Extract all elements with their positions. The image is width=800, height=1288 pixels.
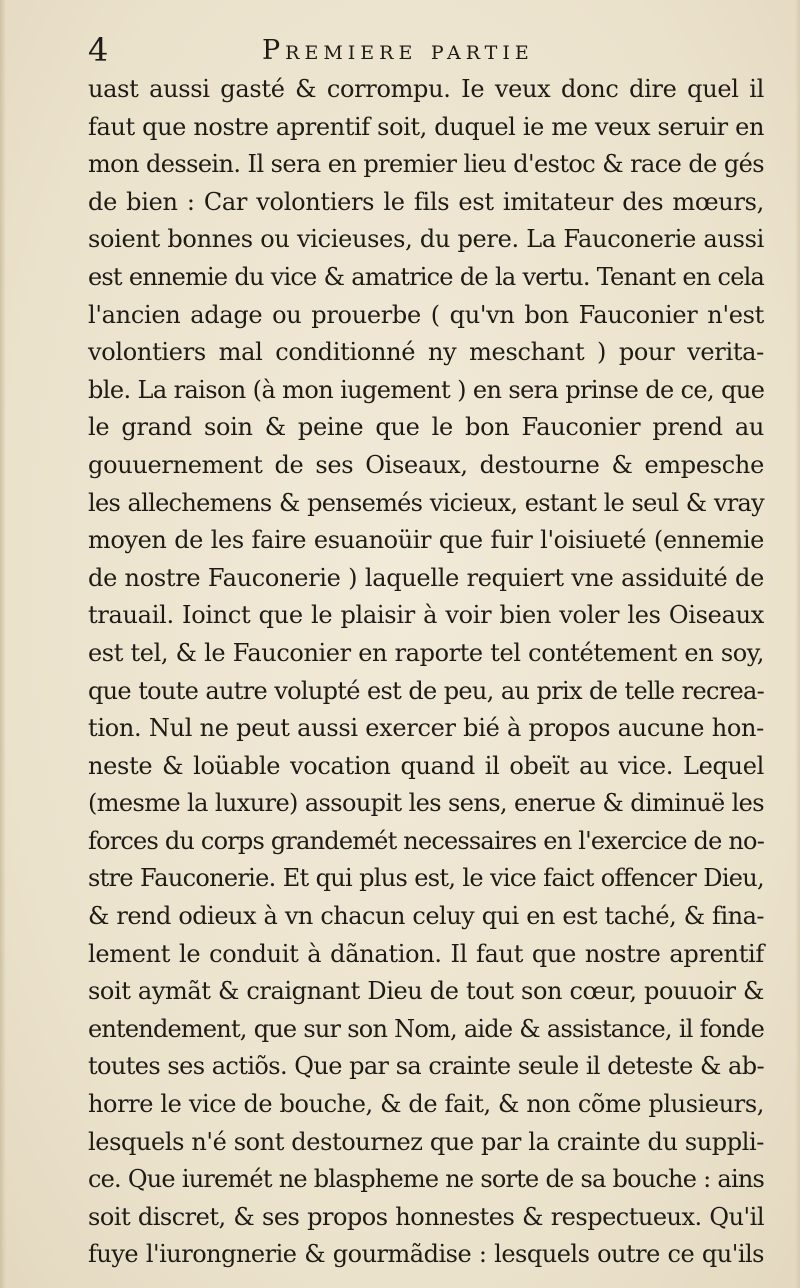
text-line: mon dessein. Il sera en premier lieu d'estoc & race de gés	[88, 150, 764, 179]
text-line: toutes ses actiõs. Que par sa crainte seule il deteste & ab-	[88, 1052, 764, 1081]
text-line: neste & loüable vocation quand il obeït au vice. Lequel	[88, 751, 764, 780]
text-line: & rend odieux à vn chacun celuy qui en est taché, & fina-	[88, 902, 764, 931]
text-line: uast aussi gasté & corrompu. Ie veux donc dire quel il	[88, 75, 764, 103]
text-line: tion. Nul ne peut aussi exercer bié à propos aucune hon-	[88, 714, 764, 743]
text-line: lement le conduit à dãnation. Il faut que nostre aprentif	[88, 939, 764, 968]
text-line: ce. Que iuremét ne blaspheme ne sorte de sa bouche : ains	[88, 1165, 764, 1194]
page-right-edge-shadow	[795, 0, 800, 1288]
text-line: est tel, & le Fauconier en raporte tel contétement en soy,	[88, 638, 764, 667]
text-line: le grand soin & peine que le bon Fauconier prend au	[88, 413, 764, 442]
text-line: (mesme la luxure) assoupit les sens, enerue & diminuë les	[88, 789, 765, 818]
text-line: horre le vice de bouche, & de fait, & non cõme plusieurs,	[88, 1090, 764, 1119]
page-header	[0, 30, 800, 70]
text-line: soient bonnes ou vicieuses, du pere. La Fauconerie aussi	[88, 225, 764, 254]
text-line: forces du corps grandemét necessaires en l'exercice de no-	[88, 826, 764, 855]
page-left-edge-shadow	[0, 0, 6, 1288]
text-line: faut que nostre aprentif soit, duquel ie me veux seruir en	[88, 112, 764, 141]
text-line: soit discret, & ses propos honnestes & respectueux. Qu'il	[88, 1202, 764, 1231]
text-line: moyen de les faire esuanoüir que fuir l'oisiueté (ennemie	[88, 526, 764, 555]
page-number: 4	[88, 31, 109, 69]
body-text	[88, 71, 764, 1274]
text-line: soit aymãt & craignant Dieu de tout son cœur, pouuoir &	[88, 977, 764, 1006]
text-line: stre Fauconerie. Et qui plus est, le vice faict offencer Dieu,	[88, 864, 764, 893]
text-line: est ennemie du vice & amatrice de la vertu. Tenant en cela	[88, 262, 764, 291]
text-line: entendement, que sur son Nom, aide & assistance, il fonde	[88, 1014, 764, 1043]
text-line: les allechemens & pensemés vicieux, estant le seul & vray	[88, 488, 764, 517]
text-line: volontiers mal conditionné ny meschant ) pour verita-	[88, 338, 764, 367]
text-line: de nostre Fauconerie ) laquelle requiert vne assiduité de	[88, 563, 764, 592]
text-line: trauail. Ioinct que le plaisir à voir bien voler les Oiseaux	[88, 601, 764, 630]
text-line: ble. La raison (à mon iugement ) en sera prinse de ce, que	[88, 375, 765, 404]
text-line: gouuernement de ses Oiseaux, destourne & empesche	[88, 450, 764, 479]
text-line: lesquels n'é sont destournez que par la crainte du suppli-	[88, 1127, 764, 1156]
text-line: que toute autre volupté est de peu, au prix de telle recrea-	[88, 676, 764, 705]
running-head: Premiere partie	[262, 35, 534, 66]
text-line: fuye l'iurongnerie & gourmãdise : lesquels outre ce qu'ils	[88, 1240, 764, 1269]
text-line: de bien : Car volontiers le fils est imitateur des mœurs,	[88, 187, 764, 216]
text-line: l'ancien adage ou prouerbe ( qu'vn bon Fauconier n'est	[88, 300, 764, 329]
